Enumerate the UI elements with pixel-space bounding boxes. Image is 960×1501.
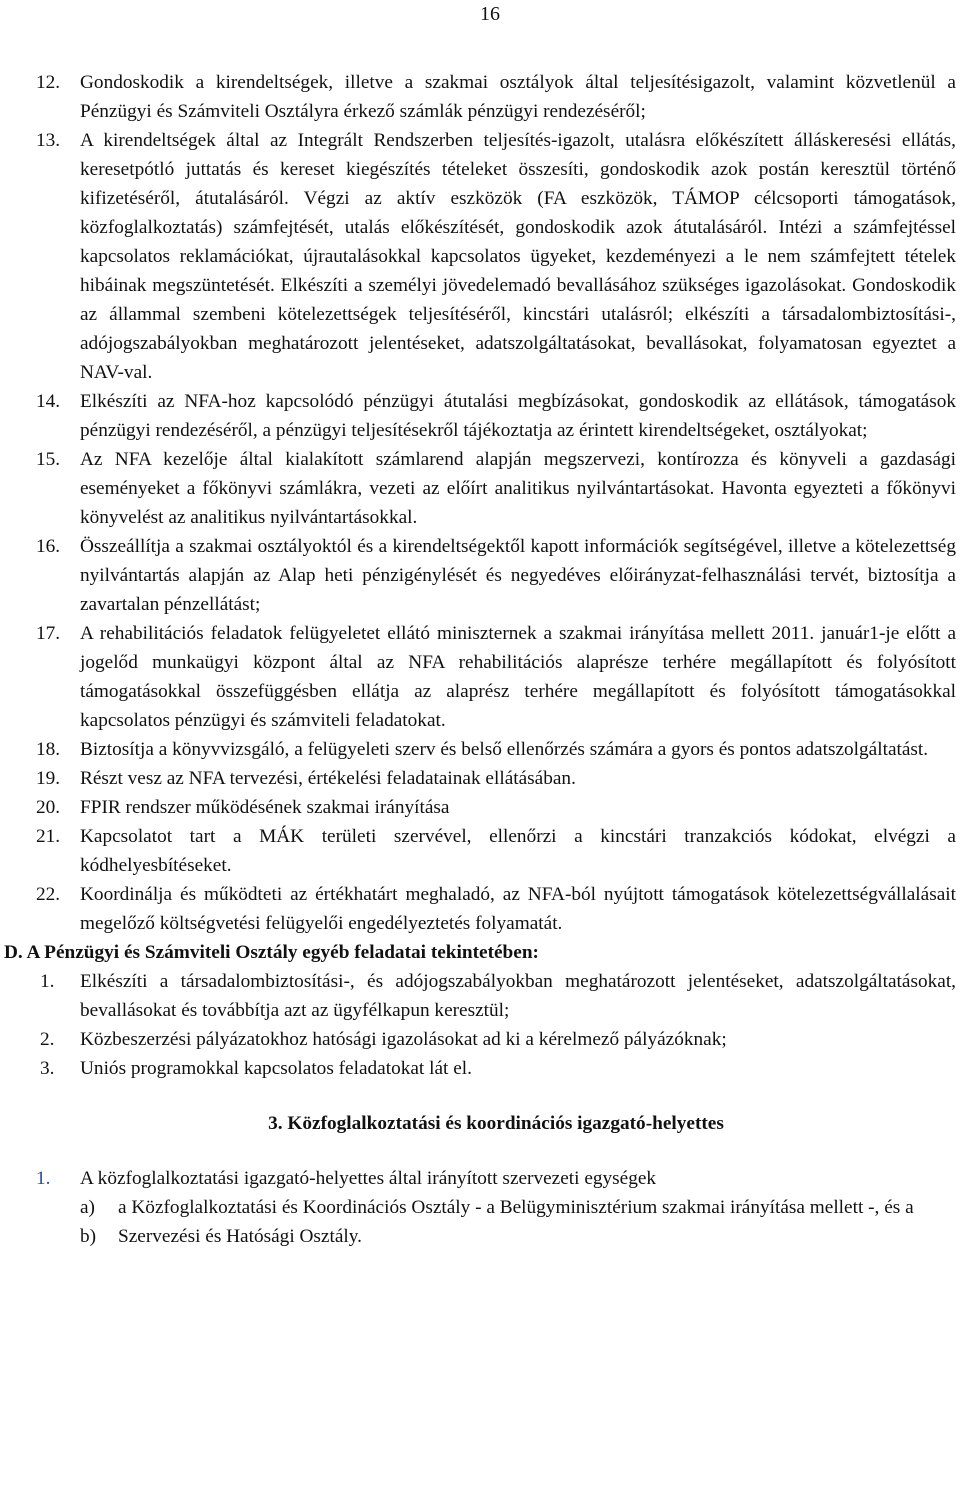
list-item-text: Közbeszerzési pályázatokhoz hatósági igazolásokat ad ki a kérelmező pályázóknak;: [80, 1029, 727, 1050]
list-item-text: A kirendeltségek által az Integrált Rendszerben teljesítés-igazolt, utalásra előkészített álláskeresési ellátás, keresetpótló juttatás és kereset kiegészítés tételeket összesíti, gondoskodik azok postán keresztül történő kifizetéséről, átutalásáról. Végzi az aktív eszközök (FA eszközök, TÁMOP célcsoporti támogatások, közfoglalkoztatás) számfejtését, utalás előkészítését, gondoskodik azok átutalásáról. Intézi a számfejtéssel kapcsolatos reklamációkat, újrautalásokkal kapcsolatos ügyeket, kezdeményezi a le nem számfejtett tételek hibáinak megszüntetését. Elkészíti a személyi jövedelemadó bevallásához szükséges igazolásokat. Gondoskodik az állammal szembeni kötelezettségek teljesítéséről, kincstári utalásról; elkészíti a társadalombiztosítási-, adójogszabályokban meghatározott jelentéseket, adatszolgáltatásokat, bevallásokat, folyamatosan egyeztet a NAV-val.: [80, 130, 956, 383]
section-3-list: [36, 1164, 956, 1251]
list-item: [36, 1222, 956, 1251]
list-item-text: Kapcsolatot tart a MÁK területi szervével, ellenőrzi a kincstári tranzakciós kódokat, elvégzi a kódhelyesbítéseket.: [80, 826, 956, 876]
list-item-text: A közfoglalkoztatási igazgató-helyettes által irányított szervezeti egységek: [80, 1168, 657, 1189]
list-item-number: a): [80, 1197, 95, 1218]
list-item-number: 1.: [40, 971, 55, 992]
list-item-number: 20.: [36, 797, 61, 818]
list-item-number: 22.: [36, 884, 61, 905]
document-body: [4, 68, 956, 1251]
sub-list: [36, 1193, 956, 1251]
list-item-number: 14.: [36, 391, 61, 412]
list-item: [36, 967, 956, 1025]
list-item: [36, 793, 956, 822]
list-item-text: Uniós programokkal kapcsolatos feladatokat lát el.: [80, 1058, 472, 1079]
list-item: [36, 68, 956, 126]
list-item-text: A rehabilitációs feladatok felügyeletet ellátó miniszternek a szakmai irányítása mellett 2011. január1-je előtt a jogelőd munkaügyi központ által az NFA rehabilitációs alaprésze terhére megállapított és folyósított támogatásokkal összefüggésben ellátja az alaprész terhére megállapított és folyósított támogatásokkal kapcsolatos pénzügyi és számviteli feladatokat.: [80, 623, 956, 731]
list-item: [36, 880, 956, 938]
list-item-text: FPIR rendszer működésének szakmai irányítása: [80, 797, 450, 818]
list-item-number: b): [80, 1226, 97, 1247]
section-d-list: [36, 967, 956, 1083]
list-item-number: 13.: [36, 130, 61, 151]
list-item-text: a Közfoglalkoztatási és Koordinációs Osztály - a Belügyminisztérium szakmai irányítása mellett -, és a: [118, 1197, 914, 1218]
list-item: [36, 445, 956, 532]
task-list: [36, 68, 956, 938]
section-d-heading: D. A Pénzügyi és Számviteli Osztály egyéb feladatai tekintetében:: [4, 942, 539, 963]
list-item-number: 3.: [40, 1058, 55, 1079]
list-item-number: 21.: [36, 826, 61, 847]
list-item: [36, 1193, 956, 1222]
list-item-text: Részt vesz az NFA tervezési, értékelési feladatainak ellátásában.: [80, 768, 576, 789]
list-item-number: 12.: [36, 72, 61, 93]
list-item-text: Szervezési és Hatósági Osztály.: [118, 1226, 362, 1247]
list-item: [36, 619, 956, 735]
list-item: [36, 1054, 956, 1083]
list-item: [36, 764, 956, 793]
list-item-text: Az NFA kezelője által kialakított számlarend alapján megszervezi, kontírozza és könyveli a gazdasági eseményeket a főkönyvi számlákra, vezeti az előírt analitikus nyilvántartásokat. Havonta egyezteti a főkönyvi könyvelést az analitikus nyilvántartásokkal.: [80, 449, 956, 528]
list-item-text: Gondoskodik a kirendeltségek, illetve a szakmai osztályok által teljesítésigazolt, valamint közvetlenül a Pénzügyi és Számviteli Osztályra érkező számlák pénzügyi rendezéséről;: [80, 72, 956, 122]
list-item: [36, 1025, 956, 1054]
list-item: [36, 387, 956, 445]
list-item: [36, 735, 956, 764]
list-item-number: 2.: [40, 1029, 55, 1050]
section-3-heading: 3. Közfoglalkoztatási és koordinációs igazgató-helyettes: [268, 1113, 724, 1134]
list-item-number: 18.: [36, 739, 61, 760]
list-item-number: 15.: [36, 449, 61, 470]
list-item-number: 16.: [36, 536, 61, 557]
list-item: [36, 532, 956, 619]
list-item-text: Biztosítja a könyvvizsgáló, a felügyeleti szerv és belső ellenőrzés számára a gyors és pontos adatszolgáltatást.: [80, 739, 929, 760]
list-item: [36, 1164, 956, 1193]
list-item-text: Összeállítja a szakmai osztályoktól és a kirendeltségektől kapott információk segítségével, illetve a kötelezettség nyilvántartás alapján az Alap heti pénzigénylését és negyedéves előirányzat-felhasználási tervét, biztosítja a zavartalan pénzellátást;: [80, 536, 956, 615]
list-item-number: 17.: [36, 623, 61, 644]
list-item-text: Koordinálja és működteti az értékhatárt meghaladó, az NFA-ból nyújtott támogatások kötelezettségvállalásait megelőző költségvetési felügyelői engedélyeztetés folyamatát.: [80, 884, 956, 934]
list-item-text: Elkészíti a társadalombiztosítási-, és adójogszabályokban meghatározott jelentéseket, adatszolgáltatásokat, bevallásokat és továbbítja azt az ügyfélkapun keresztül;: [80, 971, 956, 1021]
list-item-number: 1.: [36, 1168, 51, 1189]
list-item-text: Elkészíti az NFA-hoz kapcsolódó pénzügyi átutalási megbízásokat, gondoskodik az ellátások, támogatások pénzügyi rendezéséről, a pénzügyi teljesítésekről tájékoztatja az érintett kirendeltségeket, osztályokat;: [80, 391, 956, 441]
list-item: [36, 126, 956, 387]
page-number: 16: [480, 3, 500, 25]
list-item: [36, 822, 956, 880]
list-item-number: 19.: [36, 768, 61, 789]
